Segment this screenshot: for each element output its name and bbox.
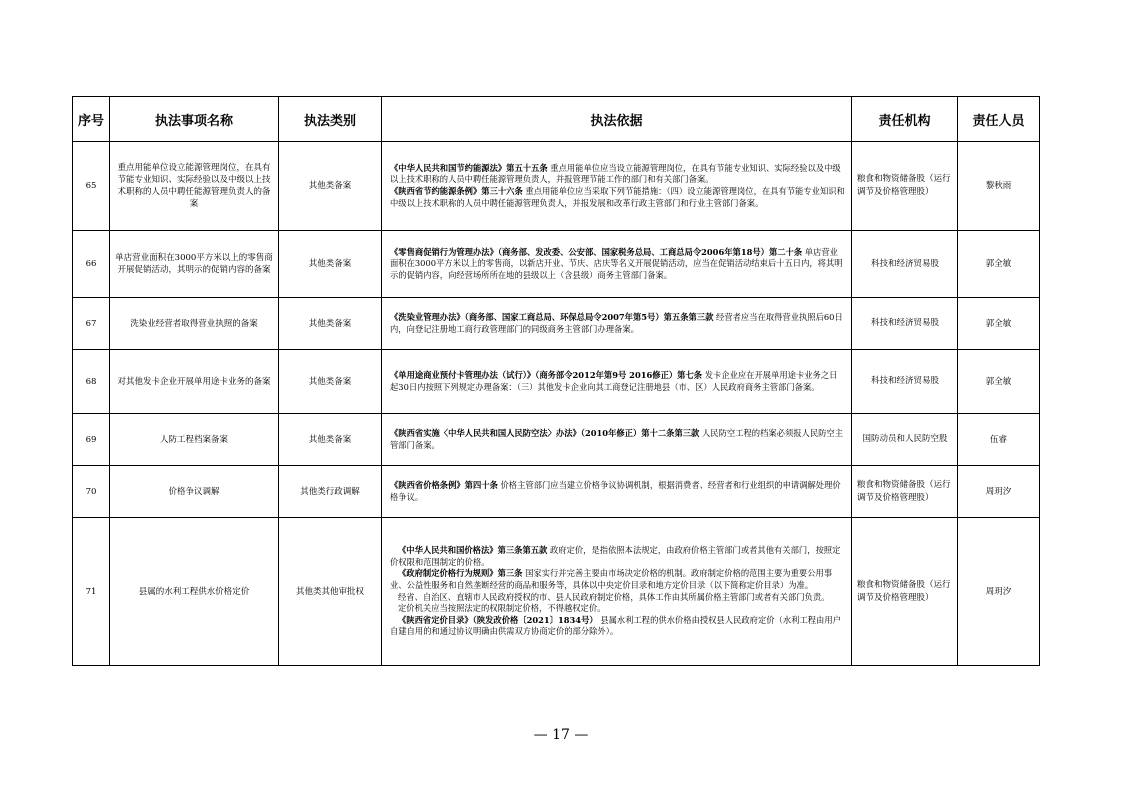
basis-text: 发卡企业应在开展单用途卡业务之日起30日内按照下列规定办理备案：（三）其他发卡企业向其工商登记注册地县（市、区）人民政府商务主管部门备案。	[390, 369, 838, 392]
legal-basis	[382, 231, 852, 298]
basis-citation: 《洗染业管理办法》（商务部、国家工商总局、环保总局令2007年第5号）第五条第三款	[390, 311, 714, 322]
basis-paragraph	[390, 247, 845, 282]
law-enforcement-table	[72, 96, 1040, 666]
responsible-person: 周玥汐	[958, 466, 1040, 518]
basis-text: 单店营业面积在3000平方米以上的零售商，以新店开业、节庆、店庆等名义开展促销活动，应当在促销活动结束后十五日内，将其明示的促销内容，向经营场所所在地的县级以上（含县级）商务主管部门备案。	[390, 246, 843, 280]
basis-citation: 《陕西省实施〈中华人民共和国人民防空法〉办法》（2010年修正）第十二条第三款	[390, 427, 700, 438]
row-number: 65	[73, 142, 110, 231]
item-name: 对其他发卡企业开展单用途卡业务的备案	[110, 350, 279, 414]
basis-text: 重点用能单位应当设立能源管理岗位，在具有节能专业知识、实际经验以及中级以上技术职称的人员中聘任能源管理负责人，并报管理节能工作的部门和有关部门备案。	[390, 162, 841, 185]
basis-citation: 《单用途商业预付卡管理办法（试行）》（商务部令2012年第9号 2016修正）第七条	[390, 369, 703, 380]
header-item: 执法事项名称	[110, 97, 279, 142]
table-row	[73, 231, 1040, 298]
page-number: — 17 —	[533, 727, 589, 743]
item-category: 其他类备案	[279, 231, 382, 298]
responsible-org: 粮食和物资储备股（运行调节及价格管理股）	[852, 466, 958, 518]
basis-paragraph	[390, 370, 845, 393]
legal-basis	[382, 142, 852, 231]
responsible-org: 科技和经济贸易股	[852, 350, 958, 414]
item-category: 其他类备案	[279, 142, 382, 231]
basis-paragraph	[390, 428, 845, 451]
row-number: 70	[73, 466, 110, 518]
basis-text: 国家实行并完善主要由市场决定价格的机制。政府制定价格的范围主要为重要公用事业、公益性服务和自然垄断经营的商品和服务等，具体以中央定价目录和地方定价目录（以下简称定价目录）为准。	[390, 568, 833, 590]
item-category: 其他类备案	[279, 414, 382, 466]
basis-text: 价格主管部门应当建立价格争议协调机制，根据消费者、经营者和行业组织的申请调解处理价格争议。	[390, 479, 841, 502]
item-category: 其他类行政调解	[279, 466, 382, 518]
basis-paragraph	[390, 312, 845, 335]
basis-citation: 《零售商促销行为管理办法》（商务部、发改委、公安部、国家税务总局、工商总局令2006年第18号）第二十条	[390, 246, 803, 257]
responsible-org: 粮食和物资储备股（运行调节及价格管理股）	[852, 142, 958, 231]
basis-citation: 《中华人民共和国价格法》第三条第五款	[398, 545, 548, 556]
row-number: 66	[73, 231, 110, 298]
basis-paragraph	[390, 603, 845, 615]
responsible-person: 郭全敏	[958, 298, 1040, 350]
table-row	[73, 518, 1040, 666]
item-name: 洗染业经营者取得营业执照的备案	[110, 298, 279, 350]
table-row	[73, 350, 1040, 414]
header-no: 序号	[73, 97, 110, 142]
basis-paragraph	[390, 592, 845, 604]
header-category: 执法类别	[279, 97, 382, 142]
item-name: 价格争议调解	[110, 466, 279, 518]
row-number: 67	[73, 298, 110, 350]
item-category: 其他类备案	[279, 298, 382, 350]
table-row	[73, 142, 1040, 231]
table-header-row	[73, 97, 1040, 142]
legal-basis	[382, 466, 852, 518]
legal-basis	[382, 350, 852, 414]
basis-text: 经省、自治区、直辖市人民政府授权的市、县人民政府制定价格，具体工作由其所属价格主管部门或者有关部门负责。	[398, 591, 830, 602]
item-category: 其他类其他审批权	[279, 518, 382, 666]
responsible-person: 黎秋雨	[958, 142, 1040, 231]
responsible-person: 郭全敏	[958, 231, 1040, 298]
legal-basis	[382, 298, 852, 350]
basis-paragraph	[390, 163, 845, 186]
basis-paragraph	[390, 545, 845, 568]
responsible-org: 国防动员和人民防空股	[852, 414, 958, 466]
basis-paragraph	[390, 480, 845, 503]
header-person: 责任人员	[958, 97, 1040, 142]
basis-citation: 《政府制定价格行为规则》第三条	[398, 568, 523, 579]
basis-text: 定价机关应当按照法定的权限制定价格，不得越权定价。	[398, 603, 606, 614]
responsible-org: 科技和经济贸易股	[852, 298, 958, 350]
responsible-person: 郭全敏	[958, 350, 1040, 414]
item-name: 人防工程档案备案	[110, 414, 279, 466]
legal-basis	[382, 414, 852, 466]
table-body	[73, 142, 1040, 666]
row-number: 71	[73, 518, 110, 666]
basis-text: 经营者应当在取得营业执照后60日内，向登记注册地工商行政管理部门的同级商务主管部门办理备案。	[390, 311, 843, 334]
basis-text: 县属水利工程的供水价格由授权县人民政府定价（水利工程由用户自建自用的和通过协议明确由供需双方协商定价的部分除外）。	[390, 614, 841, 637]
item-name: 重点用能单位设立能源管理岗位，在具有节能专业知识、实际经验以及中级以上技术职称的人员中聘任能源管理负责人的备案	[110, 142, 279, 231]
item-name: 县属的水利工程供水价格定价	[110, 518, 279, 666]
responsible-org: 粮食和物资储备股（运行调节及价格管理股）	[852, 518, 958, 666]
row-number: 68	[73, 350, 110, 414]
legal-basis	[382, 518, 852, 666]
basis-paragraph	[390, 615, 845, 638]
basis-citation: 《陕西省节约能源条例》第三十六条	[390, 186, 523, 196]
basis-paragraph	[390, 568, 845, 591]
basis-text: 政府定价，是指依照本法规定，由政府价格主管部门或者其他有关部门，按照定价权限和范围制定的价格。	[390, 545, 841, 567]
basis-citation: 《中华人民共和国节约能源法》第五十五条	[390, 162, 548, 173]
basis-citation: 《陕西省定价目录》（陕发改价格〔2021〕1834号）	[398, 614, 598, 625]
basis-paragraph	[390, 186, 845, 209]
responsible-person: 周玥汐	[958, 518, 1040, 666]
responsible-org: 科技和经济贸易股	[852, 231, 958, 298]
basis-text: 人民防空工程的档案必须报人民防空主管部门备案。	[390, 427, 844, 450]
basis-text: 重点用能单位应当采取下列节能措施：（四）设立能源管理岗位，在具有节能专业知识和中级以上技术职称的人员中聘任能源管理负责人，并报发展和改革行政主管部门和行业主管部门备案。	[390, 186, 845, 208]
responsible-person: 伍睿	[958, 414, 1040, 466]
row-number: 69	[73, 414, 110, 466]
basis-citation: 《陕西省价格条例》第四十条	[390, 479, 498, 490]
header-org: 责任机构	[852, 97, 958, 142]
table-row	[73, 298, 1040, 350]
item-category: 其他类备案	[279, 350, 382, 414]
header-basis: 执法依据	[382, 97, 852, 142]
item-name: 单店营业面积在3000平方米以上的零售商开展促销活动，其明示的促销内容的备案	[110, 231, 279, 298]
table-row	[73, 414, 1040, 466]
table-row	[73, 466, 1040, 518]
